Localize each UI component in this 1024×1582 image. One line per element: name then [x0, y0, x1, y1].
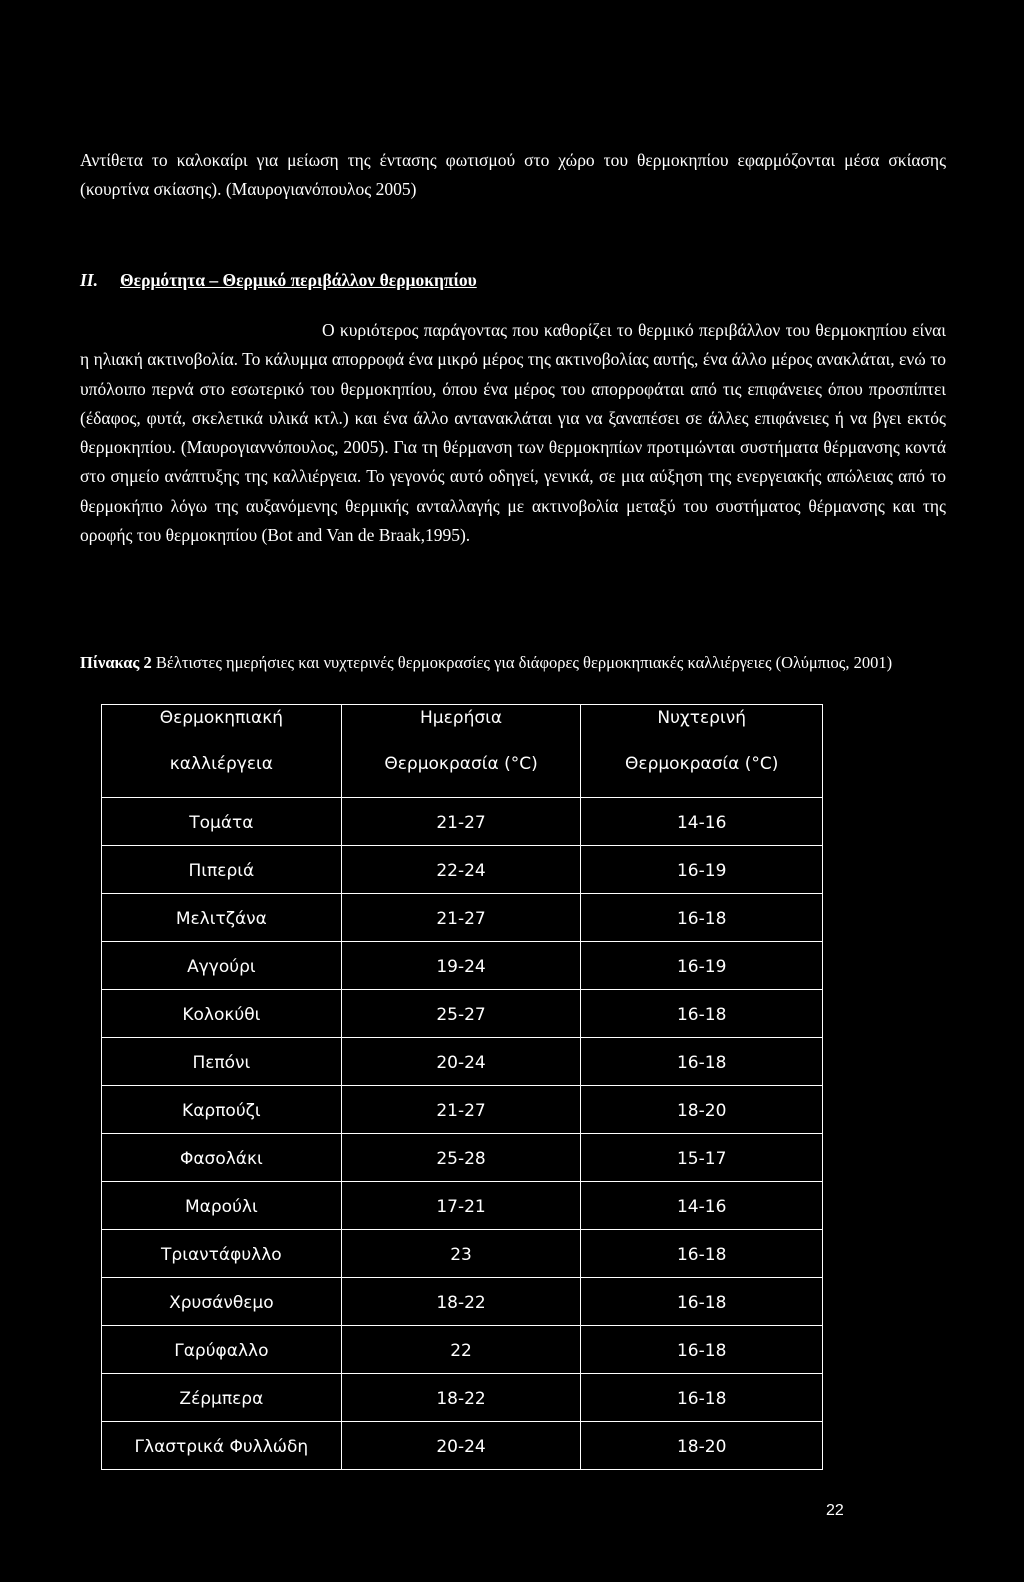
section-title: Θερμότητα – Θερμικό περιβάλλον θερμοκηπίου [120, 270, 477, 290]
cell-crop: Μαρούλι [102, 1182, 342, 1230]
cell-crop: Πεπόνι [102, 1038, 342, 1086]
table-row [102, 1182, 823, 1230]
cell-crop: Τριαντάφυλλο [102, 1230, 342, 1278]
cell-day-temp: 21-27 [341, 798, 581, 846]
cell-day-temp: 20-24 [341, 1422, 581, 1470]
table-row [102, 1326, 823, 1374]
cell-day-temp: 18-22 [341, 1374, 581, 1422]
cell-day-temp: 23 [341, 1230, 581, 1278]
cell-crop: Τομάτα [102, 798, 342, 846]
header-day-line2: Θερμοκρασία (°C) [384, 754, 538, 774]
cell-day-temp: 17-21 [341, 1182, 581, 1230]
cell-crop: Πιπεριά [102, 846, 342, 894]
cell-night-temp: 16-19 [581, 942, 823, 990]
cell-day-temp: 21-27 [341, 894, 581, 942]
header-crop [102, 705, 342, 798]
cell-day-temp: 22-24 [341, 846, 581, 894]
paragraph-shading: Αντίθετα το καλοκαίρι για μείωση της έντασης φωτισμού στο χώρο του θερμοκηπίου εφαρμόζονται μέσα σκίασης (κουρτίνα σκίασης). (Μαυρογιανόπουλος 2005) [80, 150, 946, 199]
cell-crop: Γαρύφαλλο [102, 1326, 342, 1374]
page-number: 22 [826, 1502, 844, 1519]
cell-crop: Ζέρμπερα [102, 1374, 342, 1422]
table-row [102, 1086, 823, 1134]
cell-night-temp: 18-20 [581, 1086, 823, 1134]
cell-night-temp: 18-20 [581, 1422, 823, 1470]
cell-crop: Κολοκύθι [102, 990, 342, 1038]
header-night-line1: Νυχτερινή [657, 708, 746, 728]
cell-night-temp: 16-18 [581, 894, 823, 942]
table-row [102, 798, 823, 846]
cell-day-temp: 22 [341, 1326, 581, 1374]
table-caption-text: Βέλτιστες ημερήσιες και νυχτερινές θερμοκρασίες για διάφορες θερμοκηπιακές καλλιέργειες (Ολύμπιος, 2001) [155, 653, 893, 672]
table-row [102, 1422, 823, 1470]
cell-night-temp: 14-16 [581, 1182, 823, 1230]
header-day-temp [341, 705, 581, 798]
cell-day-temp: 25-27 [341, 990, 581, 1038]
cell-night-temp: 16-18 [581, 1374, 823, 1422]
header-crop-line2: καλλιέργεια [169, 754, 274, 774]
header-crop-line1: Θερμοκηπιακή [159, 708, 284, 728]
paragraph-thermal-environment: Ο κυριότερος παράγοντας που καθορίζει το θερμικό περιβάλλον του θερμοκηπίου είναι η ηλιακή ακτινοβολία. Το κάλυμμα απορροφά ένα μικρό μέρος της ακτινοβολίας αυτής, ένα άλλο μέρος ανακλάται, ενώ το υπόλοιπο περνά στο εσωτερικό του θερμοκηπίου, όπου ένα μέρος του απορροφάται από τις επιφάνειες όπου προσπίπτει (έδαφος, φυτά, σκελετικά υλικά κτλ.) και ένα άλλο αντανακλάται για να ξαναπέσει σε άλλες επιφάνειες ή να βγει εκτός θερμοκηπίου. (Μαυρογιαννόπουλος, 2005). Για τη θέρμανση των θερμοκηπίων προτιμώνται συστήματα θέρμανσης κοντά στο σημείο ανάπτυξης της καλλιέργεια. Το γεγονός αυτό οδηγεί, γενικά, σε μια αύξηση της ενεργειακής απώλειας από το θερμοκήπιο λόγω της αυξανόμενης θερμικής ανταλλαγής με ακτινοβολία μεταξύ του συστήματος θέρμανσης και της οροφής του θερμοκηπίου (Bot and Van de Braak,1995). [80, 320, 946, 546]
cell-night-temp: 16-18 [581, 1326, 823, 1374]
cell-night-temp: 15-17 [581, 1134, 823, 1182]
cell-day-temp: 19-24 [341, 942, 581, 990]
cell-night-temp: 16-18 [581, 1230, 823, 1278]
table-row [102, 1374, 823, 1422]
cell-day-temp: 20-24 [341, 1038, 581, 1086]
section-heading [80, 270, 477, 291]
cell-night-temp: 16-18 [581, 1038, 823, 1086]
cell-day-temp: 25-28 [341, 1134, 581, 1182]
table-row [102, 1038, 823, 1086]
cell-night-temp: 16-18 [581, 1278, 823, 1326]
cell-crop: Γλαστρικά Φυλλώδη [102, 1422, 342, 1470]
table-row [102, 1278, 823, 1326]
table-header-row [102, 705, 823, 798]
cell-night-temp: 16-18 [581, 990, 823, 1038]
cell-crop: Αγγούρι [102, 942, 342, 990]
section-number: II. [80, 270, 98, 290]
table-caption [80, 652, 946, 674]
cell-night-temp: 16-19 [581, 846, 823, 894]
table-row [102, 846, 823, 894]
temperature-table [101, 704, 823, 1470]
cell-day-temp: 21-27 [341, 1086, 581, 1134]
header-night-temp [581, 705, 823, 798]
table-row [102, 894, 823, 942]
table-row [102, 990, 823, 1038]
cell-crop: Μελιτζάνα [102, 894, 342, 942]
table-row [102, 1230, 823, 1278]
cell-crop: Χρυσάνθεμο [102, 1278, 342, 1326]
table-row [102, 1134, 823, 1182]
cell-day-temp: 18-22 [341, 1278, 581, 1326]
cell-night-temp: 14-16 [581, 798, 823, 846]
cell-crop: Καρπούζι [102, 1086, 342, 1134]
table-caption-label: Πίνακας 2 [80, 653, 152, 672]
cell-crop: Φασολάκι [102, 1134, 342, 1182]
table-row [102, 942, 823, 990]
header-night-line2: Θερμοκρασία (°C) [625, 754, 779, 774]
header-day-line1: Ημερήσια [420, 708, 503, 728]
